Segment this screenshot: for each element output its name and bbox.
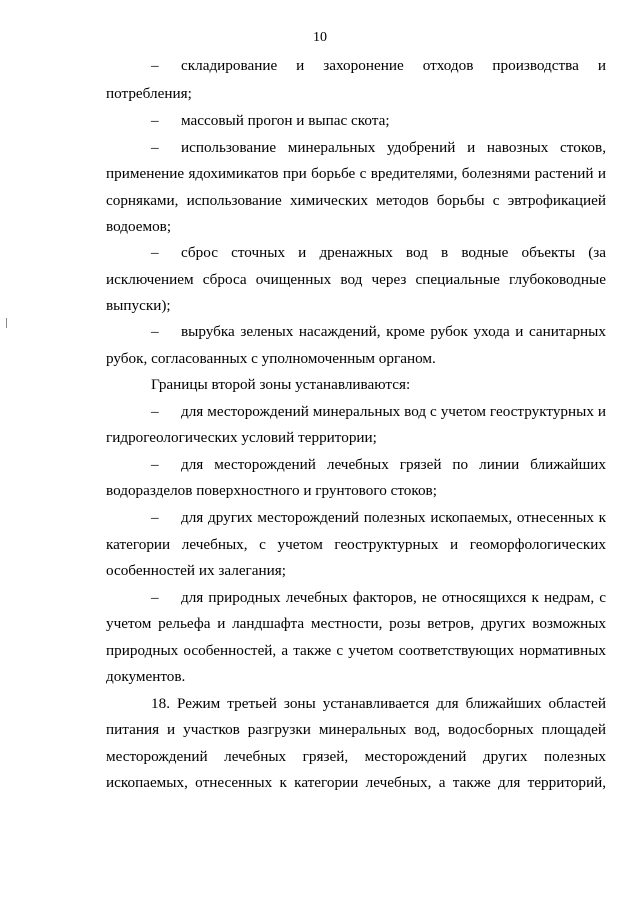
text-line: применение ядохимикатов при борьбе с вредителями, болезнями растений и xyxy=(106,165,606,182)
text-line: Границы второй зоны устанавливаются: xyxy=(151,376,411,393)
list-item-line xyxy=(151,112,606,130)
text-line: питания и участков разгрузки минеральных вод, водосборных площадей xyxy=(106,721,606,738)
text-line: для месторождений лечебных грязей по линии ближайших xyxy=(181,456,606,473)
text-line: категории лечебных, с учетом геоструктурных и геоморфологических xyxy=(106,536,606,553)
text-line: для месторождений минеральных вод с учетом геоструктурных и xyxy=(181,403,606,420)
dash-marker: – xyxy=(151,244,159,261)
dash-marker: – xyxy=(151,323,159,340)
text-line: массовый прогон и выпас скота; xyxy=(181,112,390,129)
list-item-line xyxy=(151,589,606,607)
list-item-line xyxy=(151,509,606,527)
text-line: учетом рельефа и ландшафта местности, розы ветров, других возможных xyxy=(106,615,606,632)
text-line: документов. xyxy=(106,668,186,685)
page-number: 10 xyxy=(313,30,327,45)
text-line: для других месторождений полезных ископаемых, отнесенных к xyxy=(181,509,606,526)
list-item-line xyxy=(151,456,606,474)
text-line: сброс сточных и дренажных вод в водные объекты (за xyxy=(181,244,606,261)
text-line: ископаемых, отнесенных к категории лечебных, а также для территорий, xyxy=(106,774,606,791)
list-item-line xyxy=(151,403,606,421)
list-item-line xyxy=(151,57,606,75)
text-line: природных особенностей, а также с учетом соответствующих нормативных xyxy=(106,642,606,659)
text-line: выпуски); xyxy=(106,297,171,314)
text-line: гидрогеологических условий территории; xyxy=(106,429,377,446)
text-line: водоемов; xyxy=(106,218,172,235)
margin-mark xyxy=(6,318,7,328)
dash-marker: – xyxy=(151,509,159,526)
text-line: месторождений лечебных грязей, месторождений других полезных xyxy=(106,748,606,765)
list-item-line xyxy=(151,244,606,262)
dash-marker: – xyxy=(151,589,159,606)
list-item-line xyxy=(151,323,606,341)
text-line: водоразделов поверхностного и грунтового стоков; xyxy=(106,482,437,499)
list-item-line xyxy=(151,139,606,157)
dash-marker: – xyxy=(151,456,159,473)
text-line: особенностей их залегания; xyxy=(106,562,286,579)
dash-marker: – xyxy=(151,403,159,420)
text-line: сорняками, использование химических методов борьбы с эвтрофикацией xyxy=(106,192,606,209)
text-line: исключением сброса очищенных вод через специальные глубоководные xyxy=(106,271,606,288)
dash-marker: – xyxy=(151,139,159,156)
text-line: потребления; xyxy=(106,85,192,102)
dash-marker: – xyxy=(151,112,159,129)
text-line: использование минеральных удобрений и навозных стоков, xyxy=(181,139,606,156)
text-line: для природных лечебных факторов, не относящихся к недрам, с xyxy=(181,589,606,606)
text-line: вырубка зеленых насаждений, кроме рубок ухода и санитарных xyxy=(181,323,606,340)
text-line: складирование и захоронение отходов производства и xyxy=(181,57,606,74)
text-line: рубок, согласованных с уполномоченным органом. xyxy=(106,350,436,367)
text-line: 18. Режим третьей зоны устанавливается для ближайших областей xyxy=(151,695,606,712)
dash-marker: – xyxy=(151,57,159,74)
